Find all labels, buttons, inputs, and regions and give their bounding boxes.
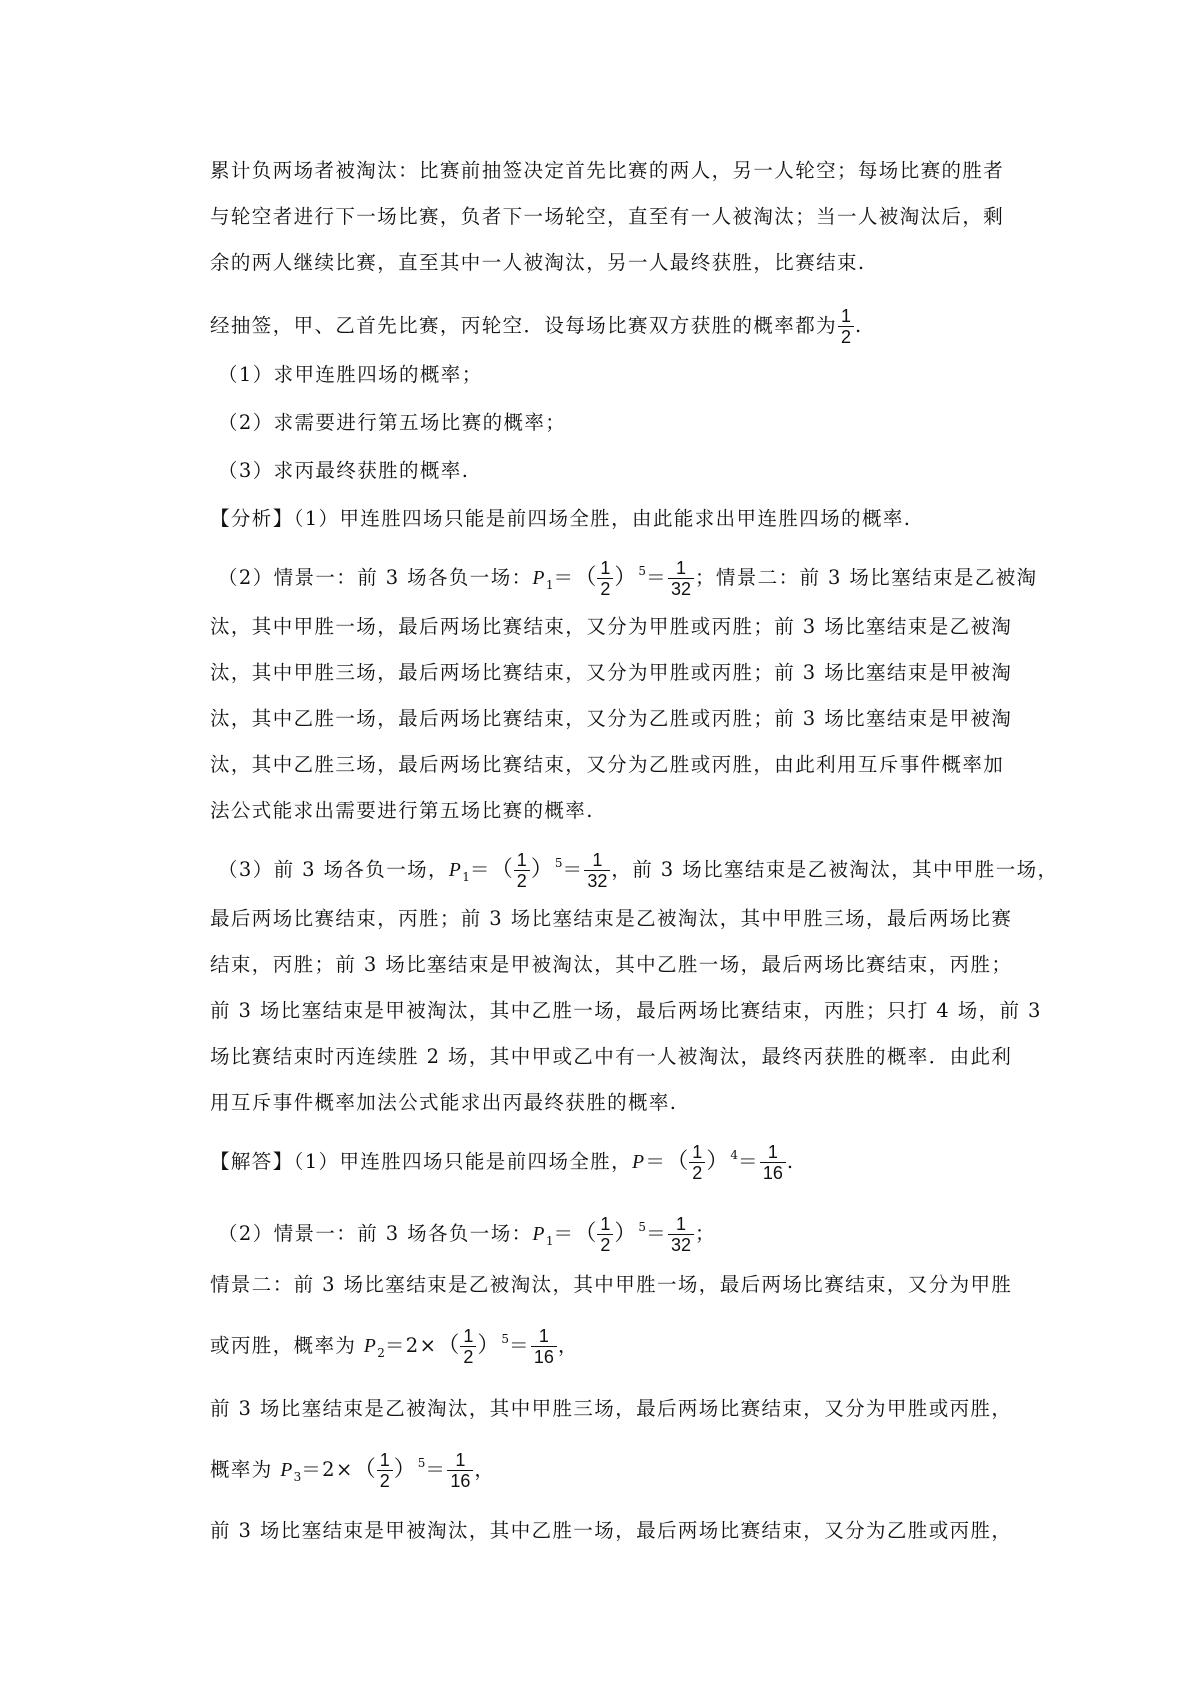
- math-p: P: [448, 860, 463, 881]
- fraction-one-half: [838, 306, 854, 347]
- math-p: P: [632, 1152, 646, 1173]
- math-exponent: 5: [638, 1220, 647, 1234]
- fraction-denominator: 2: [377, 1470, 393, 1491]
- fraction-one-half: [597, 1214, 613, 1255]
- analysis-line-7: 法公式能求出需要进行第五场比赛的概率.: [210, 799, 594, 822]
- math-sub: 1: [545, 578, 554, 592]
- fraction-one-half: [514, 850, 530, 891]
- intro-line-2: 与轮空者进行下一场比赛，负者下一场轮空，直至有一人被淘汰；当一人被淘汰后，剩: [210, 205, 1005, 228]
- math-eq: ＝: [469, 858, 491, 881]
- fraction-one-sixteen: [447, 1450, 473, 1491]
- analysis-line-2: [218, 556, 1038, 600]
- fraction-denominator: 32: [668, 1234, 694, 1255]
- math-exponent: 5: [554, 856, 563, 870]
- math-p: P: [280, 1460, 294, 1481]
- math-eq: ＝2×: [384, 1334, 438, 1357]
- solution-line-4: [210, 1324, 1030, 1368]
- math-eq: ＝: [562, 858, 584, 881]
- math-eq: ＝: [645, 1150, 667, 1173]
- math-rparen: ）: [614, 565, 637, 590]
- math-exponent: 5: [417, 1456, 426, 1470]
- math-eq: ＝: [553, 1222, 575, 1245]
- math-eq: ＝: [553, 566, 575, 589]
- fraction-denominator: 2: [597, 1234, 613, 1255]
- math-p: P: [532, 568, 546, 589]
- fraction-numerator: 1: [841, 306, 852, 326]
- math-sub: 1: [462, 870, 470, 884]
- analysis-heading-line: 【分析】（1）甲连胜四场只能是前四场全胜，由此能求出甲连胜四场的概率.: [210, 507, 912, 530]
- fraction-numerator: 1: [675, 1214, 686, 1234]
- fraction-numerator: 1: [463, 1326, 474, 1346]
- math-rparen: ）: [530, 857, 553, 882]
- analysis-line-6: 汰，其中乙胜三场，最后两场比赛结束，又分为乙胜或丙胜，由此利用互斥事件概率加: [210, 753, 1005, 776]
- analysis-part3-text: （3）前 3 场各负一场，: [218, 858, 449, 881]
- math-lparen: （: [353, 1457, 376, 1482]
- fraction-numerator: 1: [600, 1214, 611, 1234]
- solution-line-5: 前 3 场比塞结束是乙被淘汰，其中甲胜三场，最后两场比赛结束，又分为甲胜或丙胜，: [210, 1397, 1013, 1420]
- analysis-scene-one-text: （2）情景一：前 3 场各负一场：: [218, 566, 533, 589]
- math-eq: ＝2×: [301, 1458, 354, 1481]
- analysis-line-10: 结束，丙胜；前 3 场比塞结束是甲被淘汰，其中乙胜一场，最后两场比赛结束，丙胜；: [210, 953, 1013, 976]
- fraction-denominator: 32: [584, 870, 610, 891]
- intro-line-4: [210, 306, 1030, 347]
- solution-p3-text: 概率为: [210, 1458, 281, 1481]
- math-eq: ＝: [646, 566, 667, 589]
- fraction-denominator: 32: [668, 578, 694, 599]
- fraction-denominator: 16: [531, 1346, 557, 1367]
- intro-line-1: 累计负两场者被淘汰：比赛前抽签决定首先比赛的两人，另一人轮空；每场比赛的胜者: [210, 159, 1005, 182]
- solution-line-3: 情景二：前 3 场比塞结束是乙被淘汰，其中甲胜一场，最后两场比赛结束，又分为甲胜: [210, 1273, 1013, 1296]
- fraction-one-sixteen: [760, 1142, 786, 1183]
- fraction-one-half: [597, 558, 613, 599]
- math-rparen: ）: [706, 1149, 729, 1174]
- analysis-line-9: 最后两场比赛结束，丙胜；前 3 场比塞结束是乙被淘汰，其中甲胜三场，最后两场比赛: [210, 907, 1013, 930]
- fraction-denominator: 16: [760, 1162, 786, 1183]
- analysis-line-12: 场比赛结束时丙连续胜 2 场，其中甲或乙中有一人被淘汰，最终丙获胜的概率．由此利: [210, 1045, 1013, 1068]
- fraction-numerator: 1: [538, 1326, 549, 1346]
- intro-line-4-end: .: [855, 314, 863, 337]
- fraction-numerator: 1: [767, 1142, 778, 1162]
- math-lparen: （: [666, 1149, 689, 1174]
- analysis-part3-rest: ，前 3 场比塞结束是乙被淘汰，其中甲胜一场，: [611, 858, 1059, 881]
- math-lparen: （: [574, 1221, 597, 1246]
- math-lparen: （: [437, 1333, 460, 1358]
- fraction-one-sixteen: [531, 1326, 557, 1367]
- fraction-one-half: [689, 1142, 705, 1183]
- fraction-one-half: [377, 1450, 393, 1491]
- math-lparen: （: [574, 565, 597, 590]
- math-eq: ＝: [425, 1458, 447, 1481]
- fraction-denominator: 2: [460, 1346, 476, 1367]
- analysis-line-13: 用互斥事件概率加法公式能求出丙最终获胜的概率.: [210, 1091, 678, 1114]
- math-lparen: （: [490, 857, 513, 882]
- analysis-line-4: 汰，其中甲胜三场，最后两场比赛结束，又分为甲胜或丙胜；前 3 场比塞结束是甲被淘: [210, 661, 1013, 684]
- math-sub: 1: [545, 1234, 554, 1248]
- fraction-denominator: 2: [838, 326, 854, 347]
- math-rparen: ）: [393, 1457, 416, 1482]
- math-eq: ＝: [646, 1222, 667, 1245]
- solution-line-6: [210, 1448, 1030, 1492]
- math-eq: ＝: [737, 1150, 759, 1173]
- math-rparen: ）: [477, 1333, 500, 1358]
- solution-p2-text: 或丙胜，概率为: [210, 1334, 364, 1357]
- question-3: （3）求丙最终获胜的概率.: [218, 459, 470, 482]
- solution-line-2-end: ；: [695, 1222, 716, 1245]
- fraction-numerator: 1: [592, 850, 603, 870]
- fraction-numerator: 1: [455, 1450, 466, 1470]
- fraction-numerator: 1: [692, 1142, 703, 1162]
- question-2: （2）求需要进行第五场比赛的概率；: [218, 411, 567, 434]
- math-eq: ＝: [509, 1334, 530, 1357]
- solution-line-2: [218, 1212, 1038, 1256]
- solution-line-1: [210, 1140, 1030, 1183]
- solution-scene-one-text: （2）情景一：前 3 场各负一场：: [218, 1222, 533, 1245]
- analysis-line-11: 前 3 场比塞结束是甲被淘汰，其中乙胜一场，最后两场比赛结束，丙胜；只打 4 场，前 3: [210, 999, 1042, 1022]
- intro-line-3: 余的两人继续比赛，直至其中一人被淘汰，另一人最终获胜，比赛结束.: [210, 251, 866, 274]
- question-1: （1）求甲连胜四场的概率；: [218, 363, 483, 386]
- fraction-numerator: 1: [379, 1450, 390, 1470]
- math-rparen: ）: [614, 1221, 637, 1246]
- math-p: P: [532, 1224, 546, 1245]
- solution-line-1-end: .: [786, 1150, 795, 1173]
- fraction-denominator: 2: [514, 870, 530, 891]
- fraction-numerator: 1: [516, 850, 527, 870]
- solution-line-4-end: ，: [557, 1334, 579, 1357]
- math-exponent: 5: [501, 1332, 509, 1346]
- fraction-numerator: 1: [600, 558, 611, 578]
- fraction-one-thirtytwo: [584, 850, 610, 891]
- math-sub: 2: [377, 1346, 385, 1360]
- analysis-line-3: 汰，其中甲胜一场，最后两场比赛结束，又分为甲胜或丙胜；前 3 场比塞结束是乙被淘: [210, 615, 1013, 638]
- solution-line-7: 前 3 场比塞结束是甲被淘汰，其中乙胜一场，最后两场比赛结束，又分为乙胜或丙胜，: [210, 1519, 1013, 1542]
- intro-line-4-text: 经抽签，甲、乙首先比赛，丙轮空．设每场比赛双方获胜的概率都为: [210, 314, 838, 337]
- analysis-scene-two-text: ；情景二：前 3 场比塞结束是乙被淘: [695, 566, 1038, 589]
- fraction-one-half: [460, 1326, 476, 1367]
- fraction-denominator: 16: [447, 1470, 473, 1491]
- math-p: P: [363, 1336, 378, 1357]
- fraction-one-thirtytwo: [668, 1214, 694, 1255]
- solution-heading-text: 【解答】（1）甲连胜四场只能是前四场全胜，: [210, 1150, 633, 1173]
- solution-line-6-end: ，: [474, 1458, 496, 1481]
- fraction-numerator: 1: [675, 558, 686, 578]
- fraction-denominator: 2: [689, 1162, 705, 1183]
- math-exponent: 5: [638, 564, 647, 578]
- math-exponent: 4: [730, 1148, 738, 1162]
- analysis-line-5: 汰，其中乙胜一场，最后两场比赛结束，又分为乙胜或丙胜；前 3 场比塞结束是甲被淘: [210, 707, 1013, 730]
- math-sub: 3: [293, 1470, 302, 1484]
- analysis-line-8: [218, 848, 1059, 892]
- fraction-denominator: 2: [597, 578, 613, 599]
- fraction-one-thirtytwo: [668, 558, 694, 599]
